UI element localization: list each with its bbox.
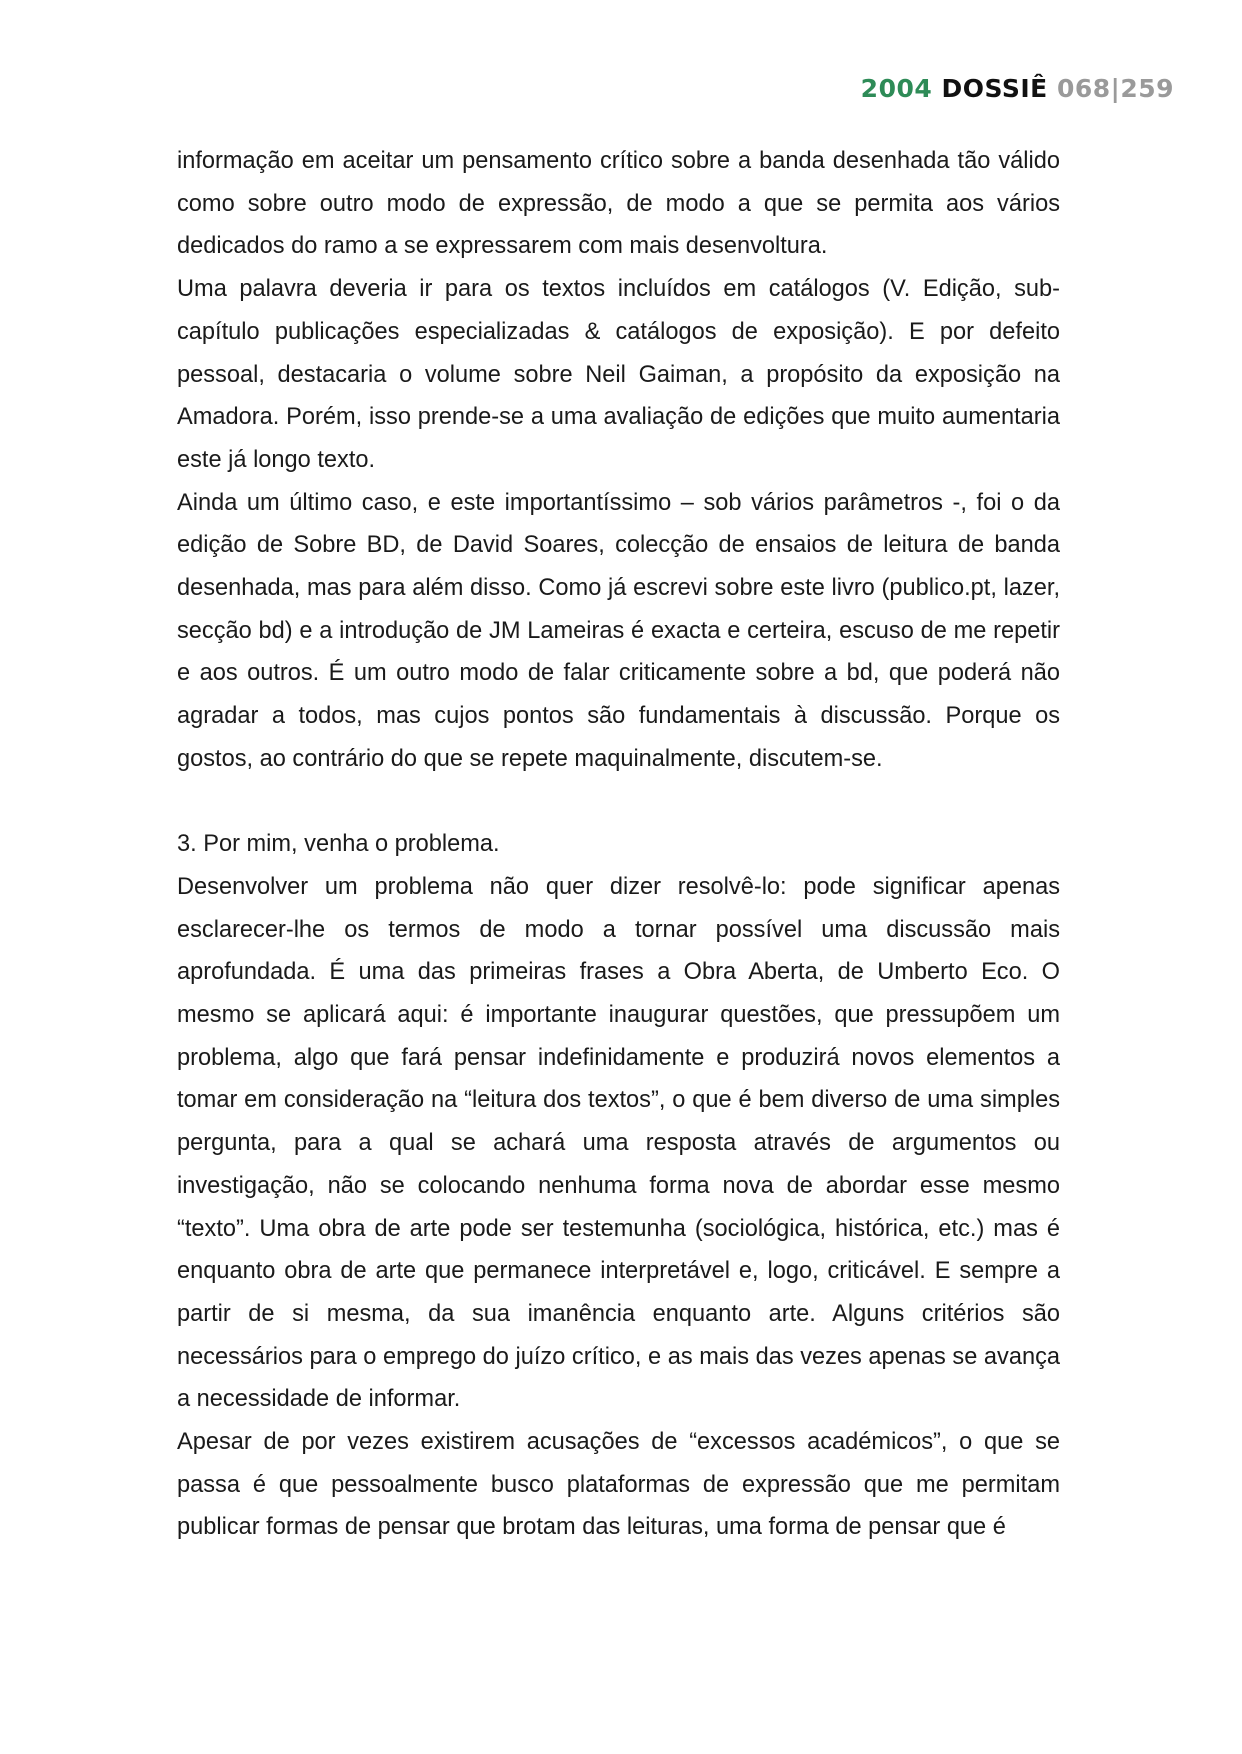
header-title: DOSSIÊ bbox=[941, 74, 1048, 103]
paragraph-spacer bbox=[177, 781, 1060, 824]
header-page-total: 259 bbox=[1120, 74, 1174, 103]
page-header bbox=[861, 74, 1174, 103]
header-page-number bbox=[1057, 74, 1174, 103]
section-heading: 3. Por mim, venha o problema. bbox=[177, 831, 500, 858]
paragraph-excessos: Apesar de por vezes existirem acusações de “excessos académicos”, o que se passa é que pessoalmente busco plataformas de expressão que me permitam publicar formas de pensar que brotam das leituras, uma forma de pensar que é bbox=[177, 1429, 1060, 1541]
paragraph-sobre-bd: Ainda um último caso, e este importantíssimo – sob vários parâmetros -, foi o da edição de Sobre BD, de David Soares, colecção de ensaios de leitura de banda desenhada, mas para além disso. Como já escrevi sobre este livro (publico.pt, lazer, secção bd) e a introdução de JM Lameiras é exacta e certeira, escuso de me repetir e aos outros. É um outro modo de falar criticamente sobre a bd, que poderá não agradar a todos, mas cujos pontos são fundamentais à discussão. Porque os gostos, ao contrário do que se repete maquinalmente, discutem-se. bbox=[177, 489, 1060, 772]
header-page-current: 068 bbox=[1056, 74, 1111, 103]
document-body bbox=[177, 140, 1060, 1549]
paragraph-catalogos: Uma palavra deveria ir para os textos incluídos em catálogos (V. Edição, sub-capítulo publicações especializadas & catálogos de exposição). E por defeito pessoal, destacaria o volume sobre Neil Gaiman, a propósito da exposição na Amadora. Porém, isso prende-se a uma avaliação de edições que muito aumentaria este já longo texto. bbox=[177, 276, 1060, 473]
header-page-separator: | bbox=[1110, 74, 1121, 103]
header-year: 2004 bbox=[860, 74, 933, 103]
paragraph-problema: Desenvolver um problema não quer dizer resolvê-lo: pode significar apenas esclarecer-lhe os termos de modo a tornar possível uma discussão mais aprofundada. É uma das primeiras frases a Obra Aberta, de Umberto Eco. O mesmo se aplicará aqui: é importante inaugurar questões, que pressupõem um problema, algo que fará pensar indefinidamente e produzirá novos elementos a tomar em consideração na “leitura dos textos”, o que é bem diverso de uma simples pergunta, para a qual se achará uma resposta através de argumentos ou investigação, não se colocando nenhuma forma nova de abordar esse mesmo “texto”. Uma obra de arte pode ser testemunha (sociológica, histórica, etc.) mas é enquanto obra de arte que permanece interpretável e, logo, criticável. E sempre a partir de si mesma, da sua imanência enquanto arte. Alguns critérios são necessários para o emprego do juízo crítico, e as mais das vezes apenas se avança a necessidade de informar. bbox=[177, 873, 1060, 1413]
paragraph-continuation: informação em aceitar um pensamento crítico sobre a banda desenhada tão válido como sobre outro modo de expressão, de modo a que se permita aos vários dedicados do ramo a se expressarem com mais desenvoltura. bbox=[177, 148, 1060, 260]
